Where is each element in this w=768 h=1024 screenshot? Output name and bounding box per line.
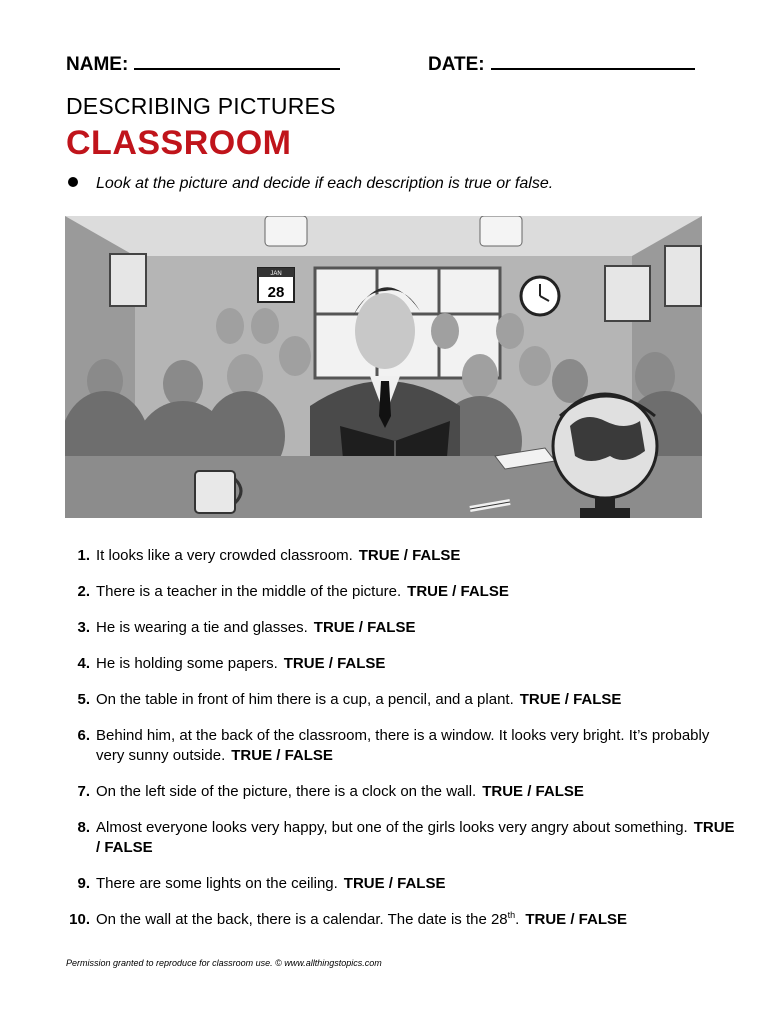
date-blank-line[interactable] [491, 50, 695, 70]
question-number: 1. [77, 547, 90, 564]
question-number: 7. [77, 783, 90, 800]
worksheet-subtitle: DESCRIBING PICTURES [66, 93, 336, 119]
question-text: Almost everyone looks very happy, but one of the girls looks very angry about something. [96, 819, 688, 836]
true-false-answer[interactable]: TRUE / FALSE [343, 875, 446, 892]
question-text-end: . [515, 911, 520, 928]
classroom-illustration [65, 216, 702, 518]
permission-footer: Permission granted to reproduce for classroom use. © www.allthingstopics.com [66, 958, 382, 968]
question-item [66, 654, 736, 674]
question-item [66, 618, 736, 638]
calendar-month: JAN [270, 271, 282, 277]
true-false-answer[interactable]: TRUE / FALSE [407, 583, 509, 600]
question-item [66, 582, 736, 602]
question-text: On the table in front of him there is a cup, a pencil, and a plant. [96, 691, 514, 708]
question-text: He is holding some papers. [96, 655, 278, 672]
question-text: There is a teacher in the middle of the picture. [96, 583, 402, 600]
mug-icon [195, 471, 241, 513]
poster-icon [605, 266, 650, 321]
clock-icon [521, 277, 559, 315]
name-field [66, 50, 340, 76]
bullet-icon [68, 177, 78, 187]
question-number: 3. [77, 619, 90, 636]
worksheet-title: CLASSROOM [66, 124, 292, 162]
question-number: 10. [69, 911, 90, 928]
question-number: 5. [77, 691, 90, 708]
question-text: He is wearing a tie and glasses. [96, 619, 308, 636]
question-number: 2. [77, 583, 90, 600]
instruction [68, 175, 553, 193]
ordinal-suffix: th [507, 910, 516, 920]
date-field [428, 50, 695, 76]
true-false-answer[interactable]: TRUE / FALSE [525, 911, 628, 928]
question-text: On the left side of the picture, there is a clock on the wall. [96, 783, 477, 800]
question-text: On the wall at the back, there is a calendar. The date is the 28 [96, 911, 508, 928]
instruction-text: Look at the picture and decide if each description is true or false. [96, 175, 554, 192]
true-false-answer[interactable]: TRUE / FALSE [96, 819, 735, 856]
poster-icon [110, 254, 146, 306]
question-item [66, 818, 736, 858]
question-item [66, 874, 736, 894]
question-number: 4. [77, 655, 90, 672]
date-label: DATE: [428, 54, 485, 75]
true-false-answer[interactable]: TRUE / FALSE [283, 655, 386, 672]
true-false-answer[interactable]: TRUE / FALSE [231, 747, 333, 764]
name-label: NAME: [66, 54, 129, 75]
question-item [66, 726, 736, 766]
name-blank-line[interactable] [134, 50, 340, 70]
calendar-day: 28 [267, 284, 285, 301]
true-false-answer[interactable]: TRUE / FALSE [482, 783, 584, 800]
question-item [66, 782, 736, 802]
calendar-icon [258, 268, 294, 302]
poster-icon [665, 246, 701, 306]
question-item [66, 910, 736, 930]
true-false-answer[interactable]: TRUE / FALSE [519, 691, 622, 708]
question-text: Behind him, at the back of the classroom, there is a window. It looks very bright. It’s probably very sunny outside. [96, 727, 710, 764]
true-false-answer[interactable]: TRUE / FALSE [358, 547, 461, 564]
question-number: 8. [77, 819, 90, 836]
question-number: 6. [77, 727, 90, 744]
question-item [66, 690, 736, 710]
question-text: It looks like a very crowded classroom. [96, 547, 353, 564]
question-text: There are some lights on the ceiling. [96, 875, 338, 892]
question-number: 9. [77, 875, 90, 892]
question-item [66, 546, 736, 566]
true-false-answer[interactable]: TRUE / FALSE [313, 619, 416, 636]
